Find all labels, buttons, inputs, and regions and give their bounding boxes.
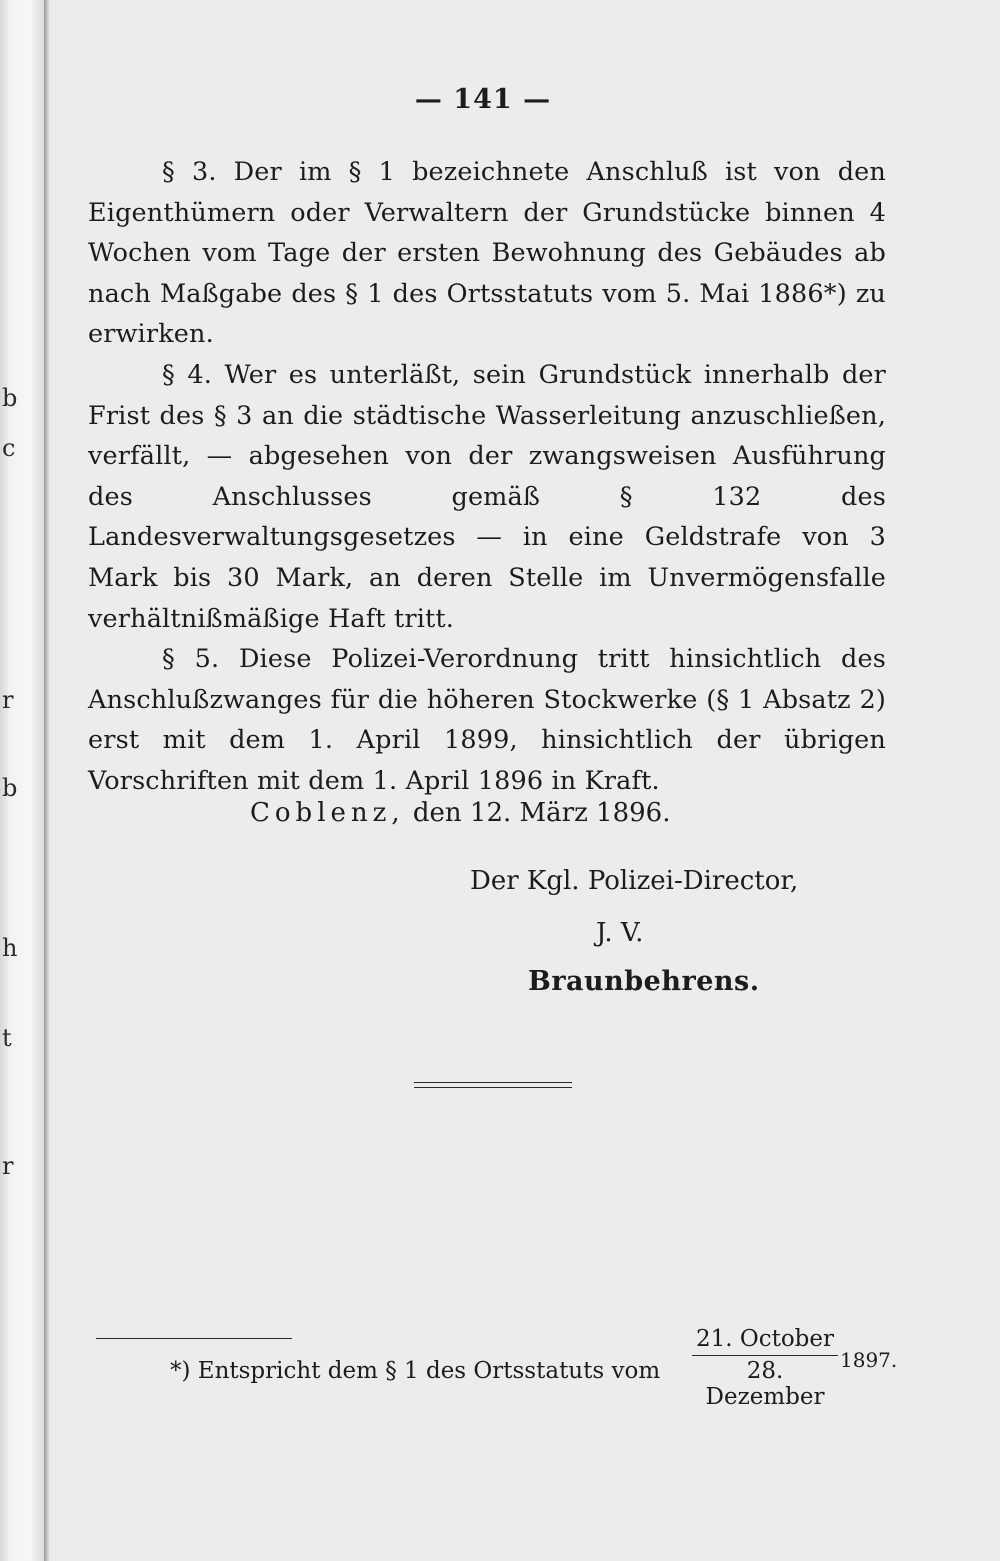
paragraph-section-3: § 3. Der im § 1 bezeichnete Anschluß ist von den Eigenthümern oder Verwaltern der Grundstücke binnen 4 Wochen vom Tage der ersten Bewohnung des Gebäudes ab nach Maßgabe des § 1 des Ortsstatuts vom 5. Mai 1886*) zu erwirken. <box>88 157 886 350</box>
signatory-deputy-mark: J. V. <box>596 918 644 948</box>
footnote-rule <box>96 1338 292 1339</box>
signatory-title: Der Kgl. Polizei-Director, <box>470 866 799 896</box>
margin-bleed-letter: h <box>2 934 18 962</box>
paragraph-section-5: § 5. Diese Polizei-Verordnung tritt hinsichtlich des Anschlußzwanges für die höheren Stockwerke (§ 1 Absatz 2) erst mit dem 1. April 1899, hinsichtlich der übrigen Vorschriften mit dem 1. April 1896 in Kraft. <box>88 644 886 796</box>
place-name: Coblenz, <box>250 798 405 828</box>
fraction-bar <box>692 1355 838 1356</box>
gutter-shadow <box>44 0 50 1561</box>
fraction-denominator: 28. Dezember <box>705 1358 825 1410</box>
place-and-date <box>250 798 710 828</box>
margin-bleed-letter: t <box>2 1024 12 1052</box>
body-text <box>88 152 886 802</box>
signatory-name: Braunbehrens. <box>528 966 760 997</box>
footnote-year: 1897. <box>840 1348 898 1372</box>
footnote-text: *) Entspricht dem § 1 des Ortsstatuts vom <box>170 1358 661 1384</box>
issue-date: den 12. März 1896. <box>412 798 671 828</box>
page-number: — 141 — <box>414 84 552 115</box>
margin-bleed-letter: b <box>2 384 18 412</box>
margin-bleed-letter: b <box>2 774 18 802</box>
margin-bleed-letter: r <box>2 1152 14 1180</box>
paragraph-section-4: § 4. Wer es unterläßt, sein Grundstück innerhalb der Frist des § 3 an die städtische Wasserleitung anzuschließen, verfällt, — abgesehen von der zwangsweisen Ausführung des Anschlusses gemäß § 132 des Landesverwaltungsgesetzes — in eine Geldstrafe von 3 Mark bis 30 Mark, an deren Stelle im Unvermögensfalle verhältnißmäßige Haft tritt. <box>88 359 886 634</box>
margin-bleed-letter: c <box>2 434 16 462</box>
margin-bleed-letter: r <box>2 686 14 714</box>
footnote-date-fraction <box>692 1326 838 1410</box>
section-divider <box>414 1082 572 1088</box>
fraction-numerator: 21. October <box>695 1326 835 1352</box>
